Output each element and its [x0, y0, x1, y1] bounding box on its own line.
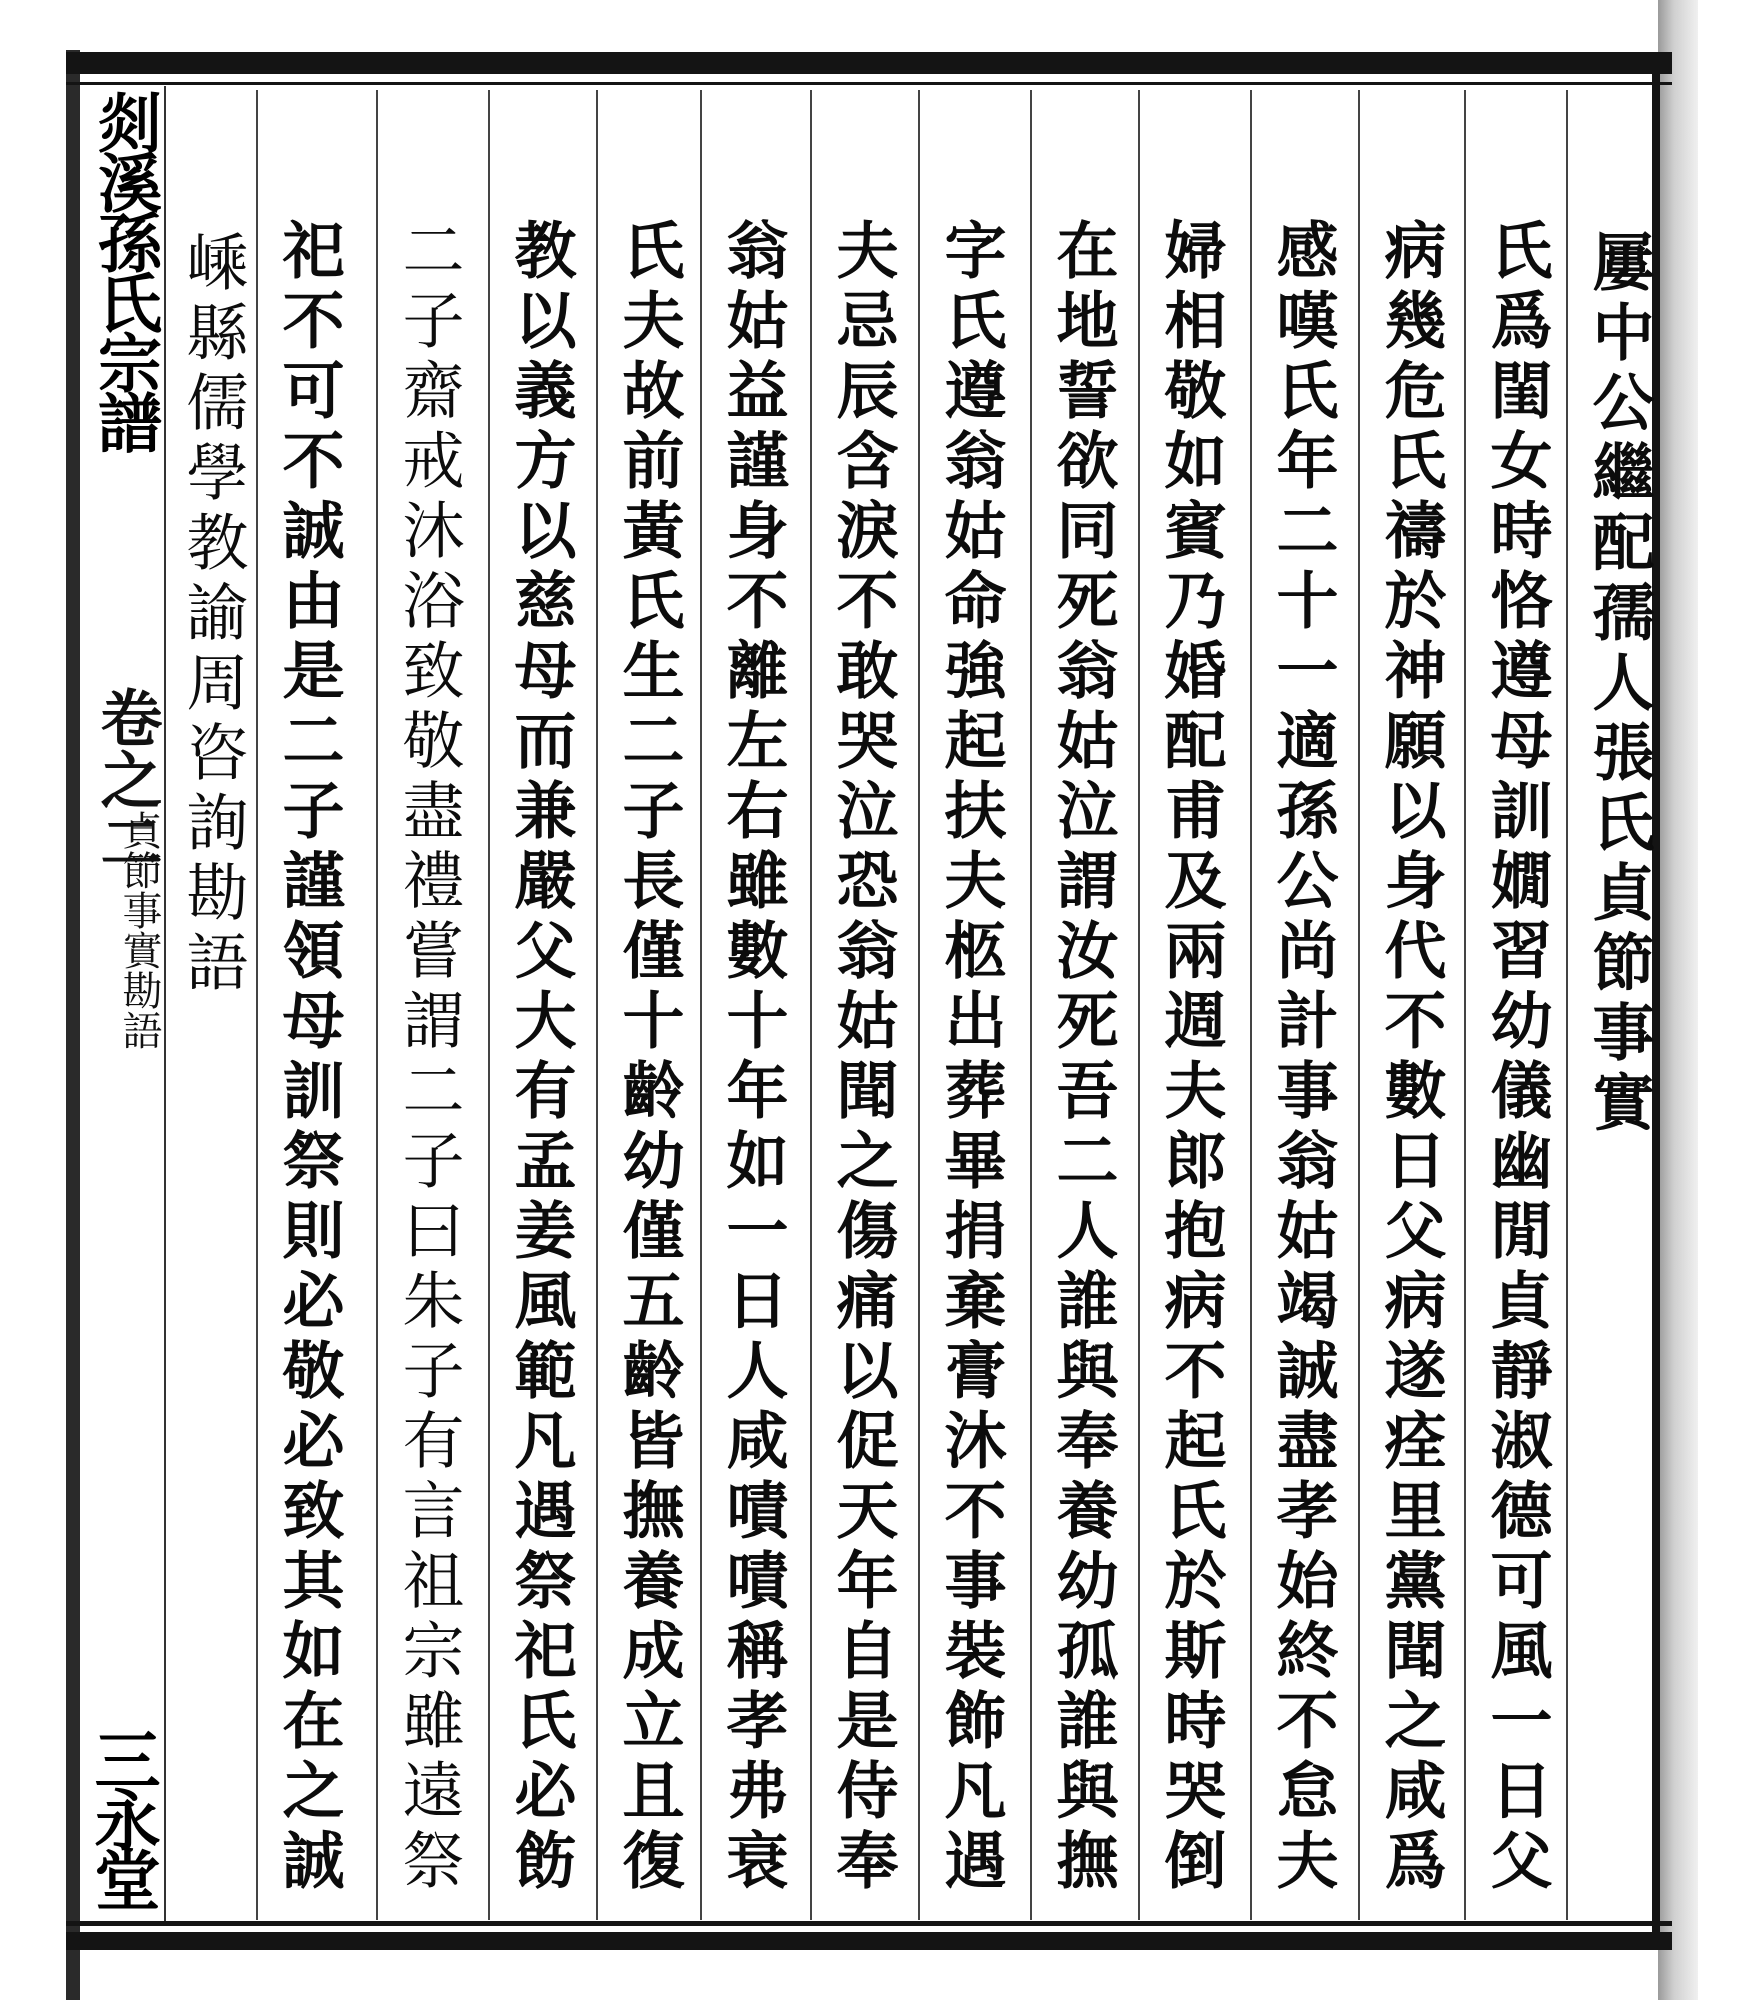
column-divider	[256, 90, 258, 1920]
section-label: 貞節事實勘語	[116, 810, 162, 1050]
text-column-7: 夫忌辰含淚不敢哭泣恐翁姑聞之傷痛以促天年自是侍奉	[826, 218, 899, 1898]
column-divider	[1464, 90, 1466, 1920]
text-column-12: 祀不可不誠由是二子謹領母訓祭則必敬必致其如在之誠	[272, 218, 345, 1898]
text-column-8: 翁姑益謹身不離左右雖數十年如一日人咸嘖嘖稱孝弗衰	[716, 218, 789, 1898]
column-divider	[1358, 90, 1360, 1920]
article-heading: 屢中公繼配孺人張氏貞節事實	[1582, 230, 1655, 1140]
top-border	[66, 52, 1672, 74]
column-divider	[700, 90, 702, 1920]
column-divider	[918, 90, 920, 1920]
column-divider	[376, 90, 378, 1920]
text-column-9: 氏夫故前黃氏生二子長僅十齡幼僅五齡皆撫養成立且復	[612, 218, 685, 1898]
column-divider	[1030, 90, 1032, 1920]
text-column-11: 二子齋戒沐浴致敬盡禮嘗謂二子曰朱子有言祖宗雖遠祭	[392, 218, 465, 1898]
volume-label: 卷之二	[90, 686, 163, 872]
top-border-inner	[66, 82, 1672, 85]
page-edge-left	[66, 50, 80, 2000]
book-title: 剡溪孫氏宗譜	[87, 90, 162, 450]
hall-name: 三永堂	[83, 1726, 161, 1906]
text-column-5: 在地誓欲同死翁姑泣謂汝死吾二人誰與奉養幼孤誰與撫	[1046, 218, 1119, 1898]
text-column-4: 婦相敬如賓乃婚配甫及兩週夫郎抱病不起氏於斯時哭倒	[1154, 218, 1227, 1898]
text-column-6: 字氏遵翁姑命強起扶夫柩出葬畢捐棄膏沐不事裝飾凡遇	[934, 218, 1007, 1898]
text-column-3: 感嘆氏年二十一適孫公尚計事翁姑竭誠盡孝始終不怠夫	[1266, 218, 1339, 1898]
text-column-1: 氏爲閨女時恪遵母訓嫺習幼儀幽閒貞靜淑德可風一日父	[1480, 218, 1553, 1898]
text-column-2: 病幾危氏禱於神願以身代不數日父病遂痊里黨聞之咸爲	[1374, 218, 1447, 1898]
column-divider	[1138, 90, 1140, 1920]
bottom-border	[66, 1932, 1672, 1950]
bottom-border-inner	[66, 1921, 1672, 1926]
page-edge-right	[1658, 0, 1698, 2000]
column-divider	[488, 90, 490, 1920]
column-divider	[810, 90, 812, 1920]
fold-line	[164, 86, 166, 1921]
column-divider	[1566, 90, 1568, 1920]
column-divider	[1250, 90, 1252, 1920]
column-divider	[596, 90, 598, 1920]
signature: 嵊縣儒學教諭周咨詢勘語	[176, 230, 249, 1000]
text-column-10: 教以義方以慈母而兼嚴父大有孟姜風範凡遇祭祀氏必飭	[504, 218, 577, 1898]
